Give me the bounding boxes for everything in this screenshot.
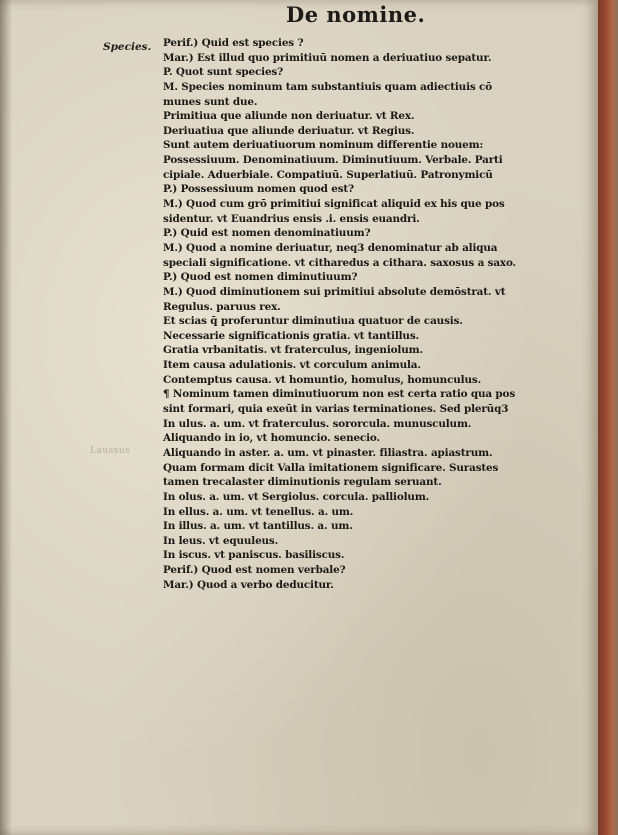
text-line: P.) Quod est nomen diminutiuum? [163,271,358,284]
text-line: In ulus. a. um. vt fraterculus. sororcula. munusculum. [163,417,472,430]
text-line: Quam formam dicit Valla imitationem significare. Surastes [163,461,499,474]
text-line: Necessarie significationis gratia. vt tantillus. [163,329,420,342]
text-line: Mar.) Est illud quo primitiuū nomen a deriuatiuo sepatur. [163,51,492,64]
text-line: M.) Quod diminutionem sui primitiui absolute demōstrat. vt [163,285,506,298]
text-line: Primitiua que aliunde non deriuatur. vt Rex. [163,110,415,123]
text-line: Possessiuum. Denominatiuum. Diminutiuum. Verbale. Parti [163,154,503,167]
faint-margin-note: Laussus [90,446,131,456]
text-line: Et scias q̄ proferuntur diminutiua quatuor de causis. [163,315,463,328]
text-line: Perif.) Quod est nomen verbale? [163,564,346,577]
text-line: sint formari, quia exeūt in varias terminationes. Sed plerūq3 [163,403,509,416]
text-line: Contemptus causa. vt homuntio, homulus, homunculus. [163,373,482,386]
text-line: speciali significatione. vt citharedus a cithara. saxosus a saxo. [163,256,517,269]
text-line: tamen trecalaster diminutionis regulam seruant. [163,476,442,489]
text-line: Sunt autem deriuatiuorum nominum differentie nouem: [163,139,484,152]
text-line: P.) Quid est nomen denominatiuum? [163,227,371,240]
book-cover-edge [598,0,618,835]
text-line: In olus. a. um. vt Sergiolus. corcula. palliolum. [163,490,430,503]
text-line: Regulus. paruus rex. [163,300,281,313]
text-line: In illus. a. um. vt tantillus. a. um. [163,520,353,533]
text-line: Aliquando in aster. a. um. vt pinaster. filiastra. apiastrum. [163,446,493,459]
text-line: Aliquando in io, vt homuncio. senecio. [163,432,380,445]
text-line: sidentur. vt Euandrius ensis .i. ensis euandri. [163,212,420,225]
text-line: munes sunt due. [163,95,258,108]
text-line: M.) Quod a nomine deriuatur, neq3 denominatur ab aliqua [163,241,498,254]
spine-shadow [0,0,12,835]
text-line: M.) Quod cum grō primitiui significat aliquid ex his que pos [163,198,505,211]
text-line: In ellus. a. um. vt tenellus. a. um. [163,505,354,518]
text-line: In leus. vt equuleus. [163,534,279,547]
text-line: P. Quot sunt species? [163,66,284,79]
margin-note: Species. [103,41,152,53]
page-header: De nomine. [286,2,426,27]
text-line: ¶ Nominum tamen diminutiuorum non est certa ratio qua pos [163,388,516,401]
text-line: Mar.) Quod a verbo deducitur. [163,578,334,591]
text-line: M. Species nominum tam substantiuis quam adiectiuis cō [163,80,493,93]
text-line: P.) Possessiuum nomen quod est? [163,183,354,196]
text-block [163,36,548,592]
text-line: cipiale. Aduerbiale. Compatiuū. Superlatiuū. Patronymicū [163,168,493,181]
text-line: Perif.) Quid est species ? [163,37,304,49]
text-line: Deriuatiua que aliunde deriuatur. vt Regius. [163,124,415,137]
text-line: In iscus. vt paniscus. basiliscus. [163,549,345,562]
text-line: Gratia vrbanitatis. vt fraterculus, ingeniolum. [163,344,423,357]
text-line: Item causa adulationis. vt corculum animula. [163,359,421,372]
